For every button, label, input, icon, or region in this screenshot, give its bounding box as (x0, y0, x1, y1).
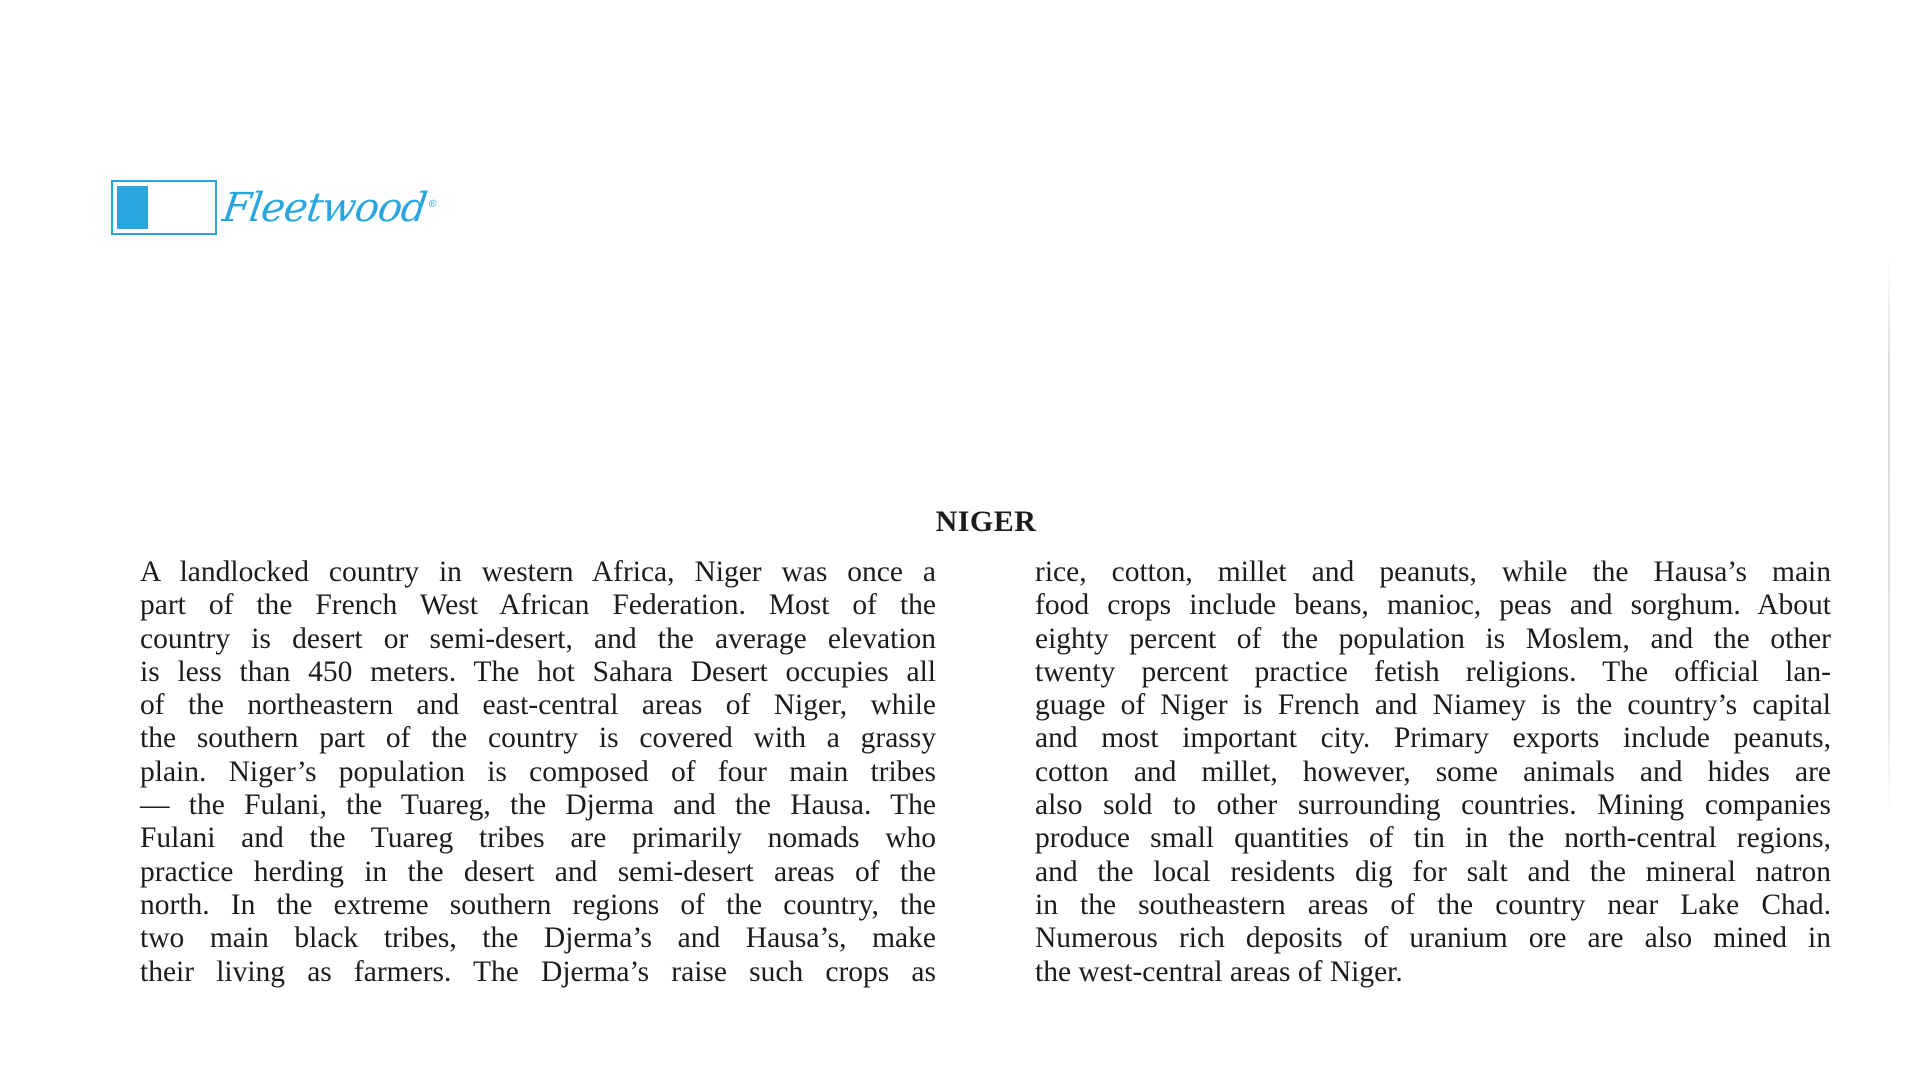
text-line: is less than 450 meters. The hot Sahara Desert occupies all (140, 655, 936, 688)
right-column (1035, 556, 1831, 989)
text-line: two main black tribes, the Djerma’s and Hausa’s, make (140, 922, 936, 955)
text-line: and the local residents dig for salt and the mineral natron (1035, 855, 1831, 888)
text-line: of the northeastern and east-central areas of Niger, while (140, 689, 936, 722)
text-line: plain. Niger’s population is composed of four main tribes (140, 755, 936, 788)
text-line: A landlocked country in western Africa, Niger was once a (140, 556, 936, 588)
text-line: practice herding in the desert and semi-desert areas of the (140, 855, 936, 888)
text-line: country is desert or semi-desert, and the average elevation (140, 622, 936, 655)
text-line: their living as farmers. The Djerma’s raise such crops as (140, 955, 936, 988)
text-line: part of the French West African Federation. Most of the (140, 589, 936, 622)
text-line: in the southeastern areas of the country near Lake Chad. (1035, 888, 1831, 921)
logo-wordmark: Fleetwood® (219, 184, 438, 231)
text-line: the west-central areas of Niger. (1035, 955, 1403, 988)
text-line: north. In the extreme southern regions of the country, the (140, 888, 936, 921)
text-line: twenty percent practice fetish religions. The official lan- (1035, 655, 1831, 688)
text-line: and most important city. Primary exports include peanuts, (1035, 722, 1831, 755)
text-line: produce small quantities of tin in the north-central regions, (1035, 822, 1831, 855)
text-line: Numerous rich deposits of uranium ore are also mined in (1035, 922, 1831, 955)
paper-edge-shadow (1888, 255, 1890, 815)
text-line: also sold to other surrounding countries. Mining companies (1035, 789, 1831, 822)
registered-mark: ® (426, 198, 438, 210)
text-line: cotton and millet, however, some animals and hides are (1035, 755, 1831, 788)
article-title: NIGER (935, 505, 1037, 538)
left-column (140, 556, 936, 989)
text-line: eighty percent of the population is Moslem, and the other (1035, 622, 1831, 655)
logo-box-mark (111, 180, 217, 235)
text-line: — the Fulani, the Tuareg, the Djerma and the Hausa. The (140, 789, 936, 822)
text-line: rice, cotton, millet and peanuts, while the Hausa’s main (1035, 556, 1831, 588)
text-line: Fulani and the Tuareg tribes are primarily nomads who (140, 822, 936, 855)
text-line: guage of Niger is French and Niamey is the country’s capital (1035, 689, 1831, 722)
text-line: food crops include beans, manioc, peas and sorghum. About (1035, 589, 1831, 622)
logo-box-fill (117, 186, 148, 229)
fleetwood-logo (111, 180, 436, 235)
text-line: the southern part of the country is covered with a grassy (140, 722, 936, 755)
